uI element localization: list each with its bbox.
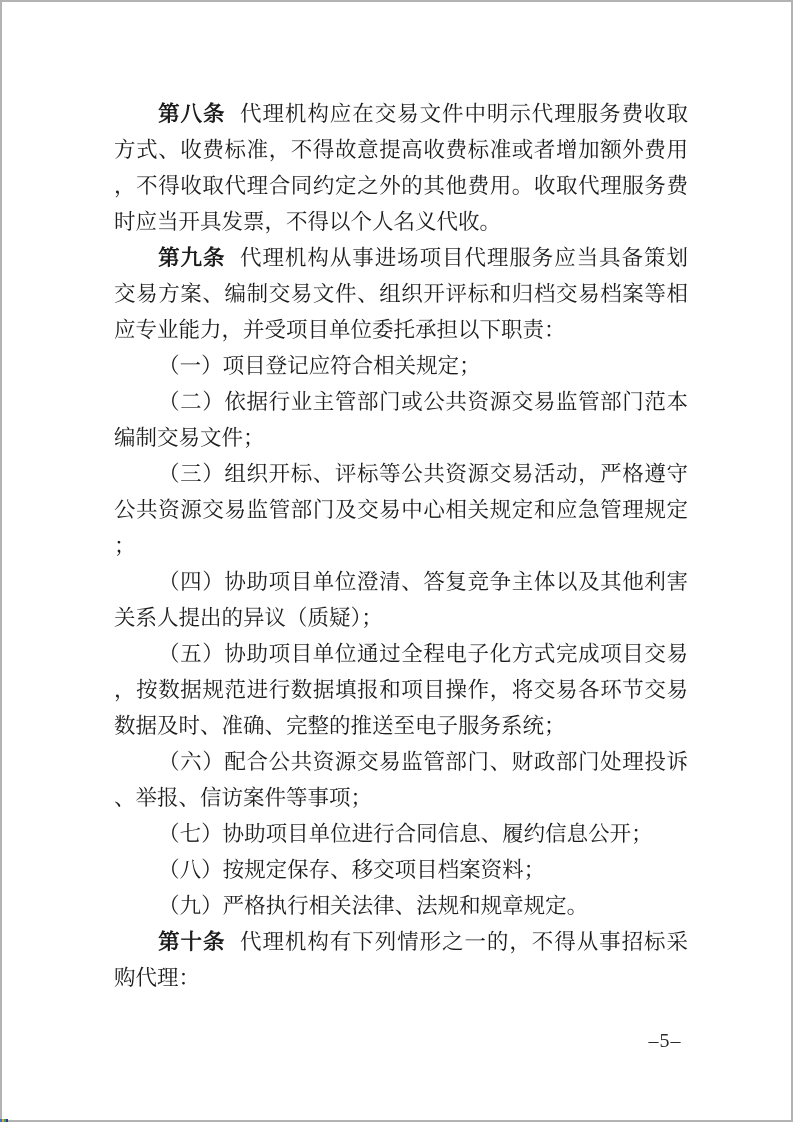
paragraph: 第十条 代理机构有下列情形之一的，不得从事招标采购代理： [114,930,688,990]
article-number: 第九条 [158,246,226,270]
article-number: 第十条 [158,930,226,954]
paragraph: （九）严格执行相关法律、法规和规章规定。 [158,894,589,918]
paragraph: 第八条 代理机构应在交易文件中明示代理服务费收取方式、收费标准，不得故意提高收费标准或者增加额外费用，不得收取代理合同约定之外的其他费用。收取代理服务费时应当开具发票，不得以个人名义代收。 [114,102,688,234]
paragraph: （三）组织开标、评标等公共资源交易活动，严格遵守公共资源交易监管部门及交易中心相关规定和应急管理规定； [114,462,688,558]
paragraph: （四）协助项目单位澄清、答复竞争主体以及其他利害关系人提出的异议（质疑）； [114,570,688,630]
page-number: –5– [648,1030,682,1052]
paragraph: （七）协助项目单位进行合同信息、履约信息公开； [158,822,653,846]
paragraph: （二）依据行业主管部门或公共资源交易监管部门范本编制交易文件； [114,390,688,450]
document-body [114,96,688,996]
paragraph: （八）按规定保存、移交项目档案资料； [158,858,546,882]
paragraph: （一）项目登记应符合相关规定； [158,354,481,378]
paragraph: （六）配合公共资源交易监管部门、财政部门处理投诉、举报、信访案件等事项； [114,750,688,810]
article-number: 第八条 [158,102,226,126]
paragraph: 第九条 代理机构从事进场项目代理服务应当具备策划交易方案、编制交易文件、组织开评标和归档交易档案等相应专业能力，并受项目单位委托承担以下职责： [114,246,688,342]
paragraph: （五）协助项目单位通过全程电子化方式完成项目交易，按数据规范进行数据填报和项目操作，将交易各环节交易数据及时、准确、完整的推送至电子服务系统； [114,642,688,738]
